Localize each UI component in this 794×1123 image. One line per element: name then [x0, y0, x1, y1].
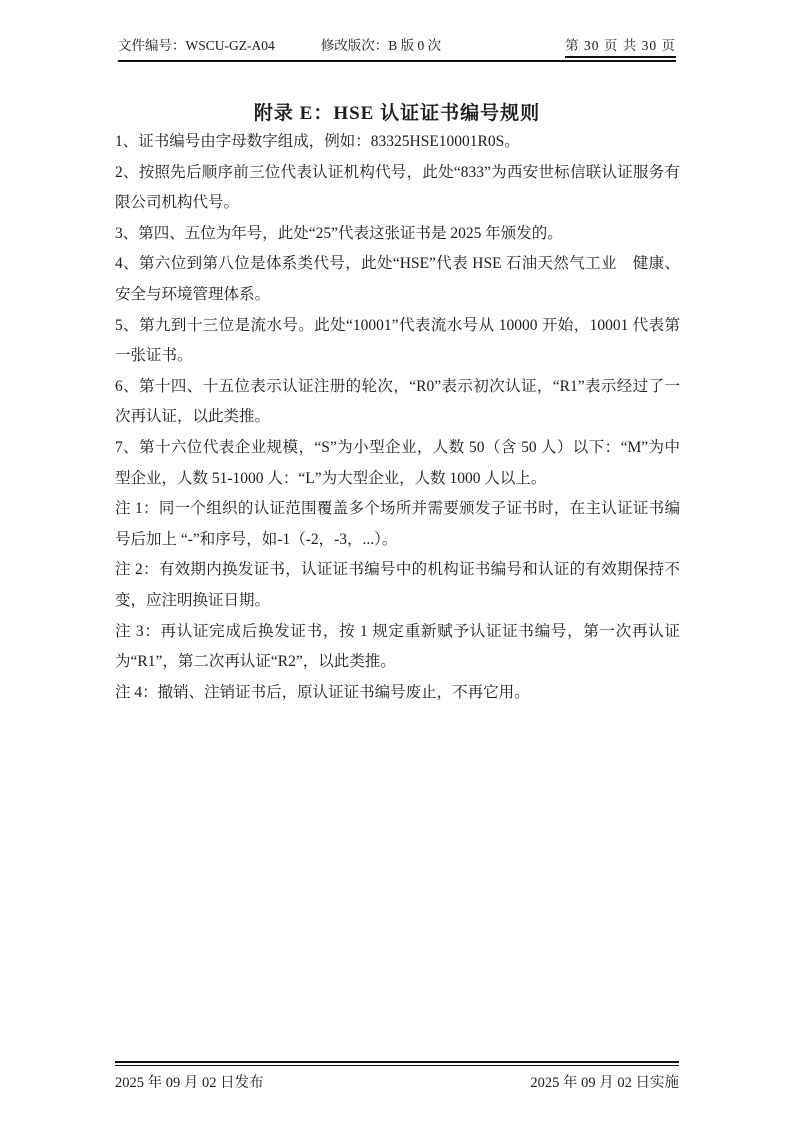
paragraph-4: 4、第六位到第八位是体系类代号，此处“HSE”代表 HSE 石油天然气工业 健康、安全与环境管理体系。 — [115, 255, 680, 303]
header-page-indicator: 第 30 页 共 30 页 — [565, 34, 676, 58]
page-footer — [115, 1061, 679, 1092]
header-doc-number: 文件编号：WSCU-GZ-A04 — [118, 38, 275, 53]
page-header — [118, 34, 676, 62]
note-4: 注 4：撤销、注销证书后，原认证证书编号废止，不再它用。 — [115, 683, 530, 701]
note-3: 注 3：再认证完成后换发证书，按 1 规定重新赋予认证证书编号，第一次再认证为“R1”，第二次再认证“R2”，以此类推。 — [115, 622, 680, 671]
footer-issued-date: 2025 年 09 月 02 日发布 — [115, 1075, 264, 1091]
note-1: 注 1：同一个组织的认证范围覆盖多个场所并需要颁发子证书时，在主认证证书编号后加上 “-”和序号，如-1（-2，-3，...）。 — [115, 500, 680, 548]
paragraph-3: 3、第四、五位为年号，此处“25”代表这张证书是 2025 年颁发的。 — [115, 224, 563, 242]
paragraph-7: 7、第十六位代表企业规模，“S”为小型企业，人数 50（含 50 人）以下：“M”为中型企业，人数 51-1000 人：“L”为大型企业，人数 1000 人以上。 — [115, 438, 680, 487]
header-revision: 修改版次：B 版 0 次 — [320, 38, 442, 53]
paragraph-2: 2、按照先后顺序前三位代表认证机构代号，此处“833”为西安世标信联认证服务有限公司机构代号。 — [115, 163, 680, 212]
footer-rule — [115, 1061, 679, 1066]
paragraph-5: 5、第九到十三位是流水号。此处“10001”代表流水号从 10000 开始，10001 代表第一张证书。 — [115, 316, 680, 365]
paragraph-6: 6、第十四、十五位表示认证注册的轮次，“R0”表示初次认证，“R1”表示经过了一次再认证，以此类推。 — [115, 377, 680, 426]
page-title: 附录 E：HSE 认证证书编号规则 — [253, 103, 541, 124]
footer-implemented-date: 2025 年 09 月 02 日实施 — [530, 1075, 679, 1091]
document-body — [115, 127, 680, 708]
paragraph-1: 1、证书编号由字母数字组成，例如：83325HSE10001R0S。 — [115, 133, 520, 150]
note-2: 注 2：有效期内换发证书，认证证书编号中的机构证书编号和认证的有效期保持不变，应注明换证日期。 — [115, 561, 680, 609]
